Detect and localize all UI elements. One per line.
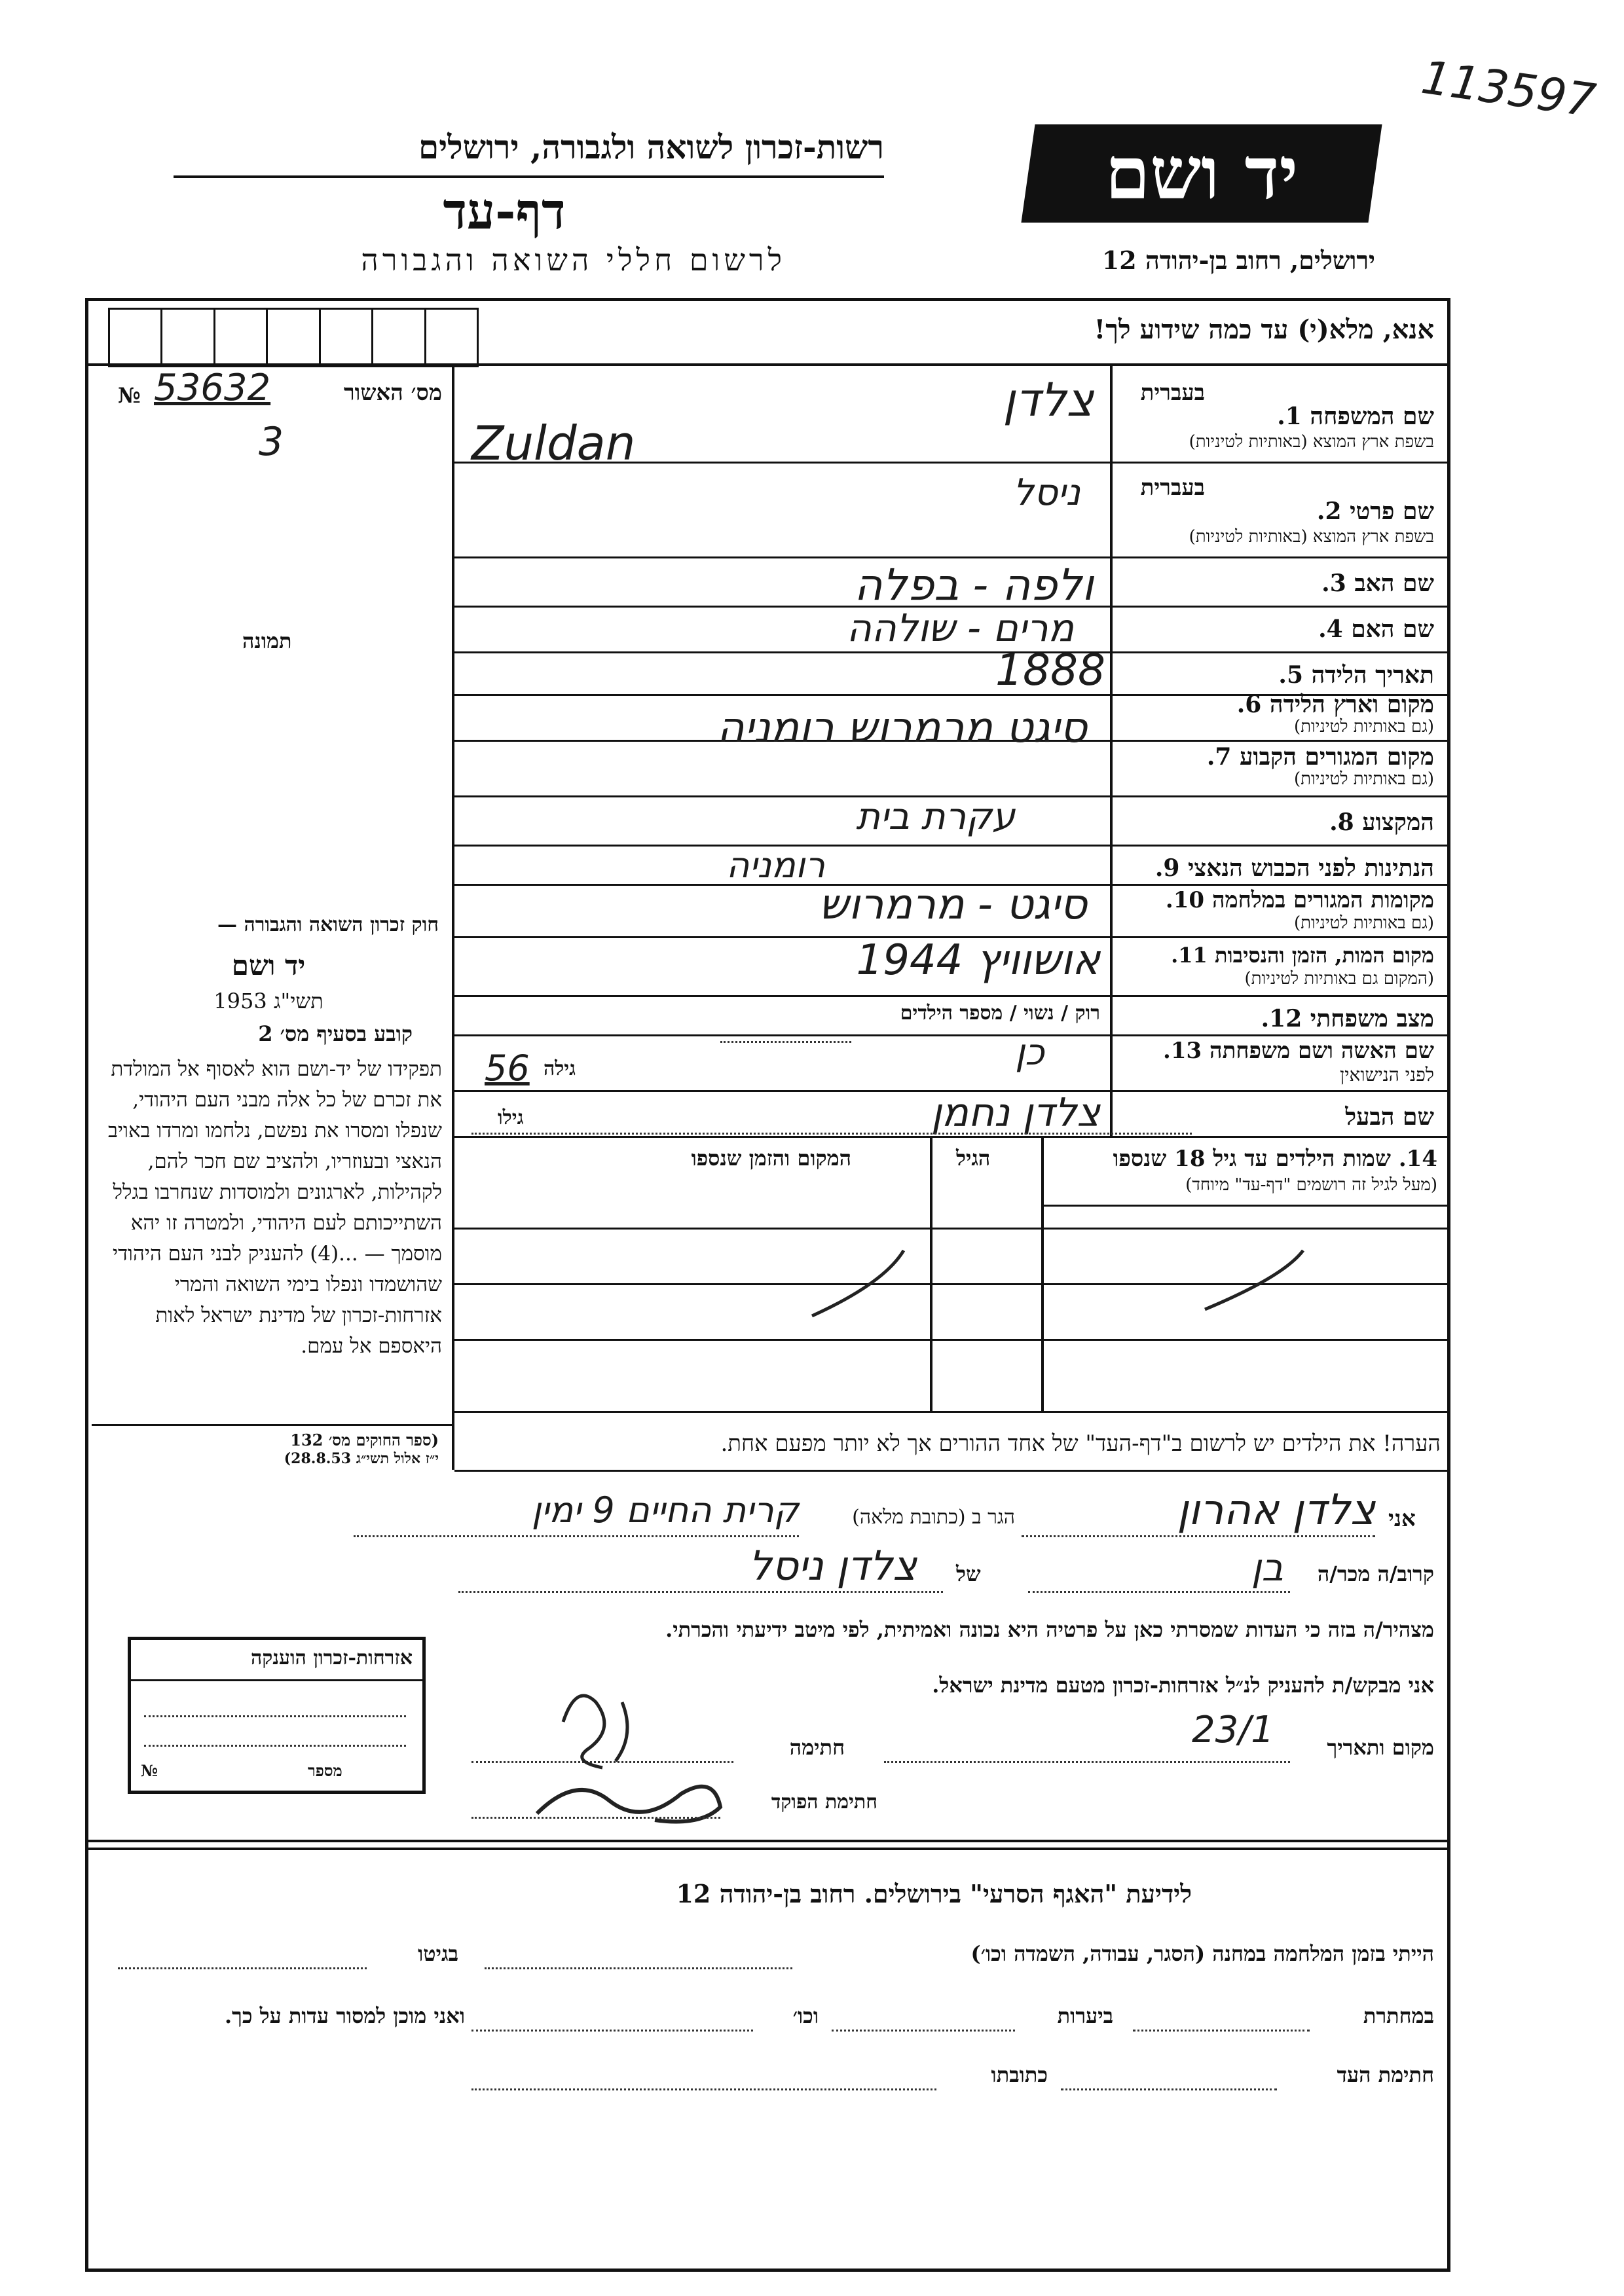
approval-number: 53632 [154, 367, 271, 409]
footer-row2-c: וכו׳ [792, 2003, 819, 2028]
field-11-value: אושוויץ 1944 [856, 936, 1100, 985]
field-9-value: רומניה [726, 845, 825, 886]
footer-row3-b: כתובתו [991, 2062, 1048, 2087]
footer-row1-a: הייתי בזמן המלחמה במחנה (הסגר, עבודה, השמדה וכו׳) [970, 1941, 1434, 1966]
children-note: הערה! את הילדים יש לרשום ב"דף-העד" של אחד ההורים אך לא יותר מפעם אחת. [720, 1430, 1441, 1457]
marital-options: רוק / נשוי / מספר הילדים [900, 1002, 1100, 1025]
field-1-label: שם המשפחה 1. [1277, 403, 1434, 430]
decl-statement: מצהיר/ה בזה כי העדות שמסרתי כאן על פרטיה היא נכונה ואמיתית, לפי מיטב ידיעתי והכרתי. [665, 1617, 1434, 1642]
field-5-value: 1888 [995, 645, 1105, 695]
field-12-label: מצב משפחתי 12. [1261, 1005, 1434, 1032]
field-1-value-latin: Zuldan [471, 416, 636, 471]
decl-of: של [956, 1561, 981, 1586]
decl-of-value: צלדן ניסל [748, 1542, 917, 1590]
signature-mark [524, 1663, 747, 1833]
law-logo: יד ושם [231, 949, 306, 981]
field-3-label: שם האב 3. [1321, 570, 1434, 597]
footer-row2-a: במחתרת [1363, 2003, 1434, 2028]
code-boxes [108, 308, 479, 367]
footer-row3-a: חתימת העד [1337, 2062, 1434, 2087]
children-label: 14. שמות הילדים עד גיל 18 שנספו [1113, 1146, 1437, 1172]
field-1-sub: בשפת ארץ המוצא (באותיות לטיניות) [1189, 432, 1434, 452]
decl-residing: הגר ב (כתובת מלאה) [852, 1506, 1015, 1529]
field-11-label: מקום המות, הזמן והנסיבות 11. [1171, 943, 1434, 968]
address: ירושלים, רחוב בן-יהודה 12 [1101, 246, 1375, 275]
husband-value: צלדן נחמן [931, 1090, 1100, 1136]
field-10-sub: (גם באותיות לטיניות) [1293, 913, 1434, 933]
citizenship-box-title: אזרחות-זכרון הוענקה [250, 1647, 413, 1669]
form-intro: אנא, מלא(י) עד כמה שידוע לך! [1094, 314, 1434, 345]
law-year: תשי"ג 1953 [213, 989, 323, 1013]
footer-row2-b: ביערות [1057, 2003, 1113, 2028]
field-4-label: שם האם 4. [1318, 615, 1434, 643]
children-sub: (מעל לגיל זה רושמים "דף-עד" מיוחד) [1185, 1175, 1437, 1195]
field-2-label: שם פרטי 2. [1316, 498, 1434, 525]
children-col-place: המקום והזמן שנספו [691, 1146, 851, 1171]
law-clause: קובע בסעיף מס׳ 2 [258, 1021, 413, 1046]
approval-no-sign: № [118, 383, 141, 408]
place-date-label: מקום ותאריך [1327, 1735, 1434, 1760]
yad-vashem-logo [1021, 124, 1382, 223]
field-7-label: מקום המגורים הקבוע 7. [1206, 743, 1434, 771]
approval-sub: 3 [259, 419, 284, 465]
law-text: תפקידו של יד-ושם הוא לאסוף אל המולדת את זכרם של כל אלה מבני העם היהודי, שנפלו ומסרו את נפשם, נלחמו ומרדו באויב הנאצי ובעוזריו, ולהציב שם חכר להם, לקהילות, לארגונים ולמוסדות שנחרבו בגלל השתייכותם לעם היהודי, ולמטרה זו יהא מוסמך — ...(4) להעניק לבני העם היהודי שהושמדו ונפלו בימי השואה והמרי אזרחות-זכרון של מדינת ישראל לאות היאספם אל עמם. [107, 1057, 442, 1358]
decl-address: קרית החיים 9 ימין [531, 1489, 799, 1531]
form-subtitle: לרשום חללי השואה והגבורה [361, 242, 786, 278]
decl-i-value: צלדן אהרון [1177, 1486, 1375, 1535]
children-col-age: הגיל [956, 1146, 991, 1171]
field-6-value: סיגט מרמרוש רומניה [716, 704, 1087, 752]
field-1-value: צלדן [1003, 373, 1094, 427]
field-6-sub: (גם באותיות לטיניות) [1293, 717, 1434, 737]
field-9-label: הנתינות לפני הכבוש הנאצי 9. [1154, 854, 1434, 882]
his-age-label: גילו [498, 1106, 524, 1129]
citizenship-number-label: מספר [308, 1761, 342, 1780]
footer-row2-d: ואני מוכן למסור עדות על כך. [224, 2003, 465, 2028]
decl-request: אני מבקש/ת להעניק לנ״ל אזרחות-זכרון מטעם מדינת ישראל. [932, 1673, 1434, 1698]
field-2-sub: בשפת ארץ המוצא (באותיות לטיניות) [1189, 527, 1434, 547]
signature-label: חתימה [789, 1735, 845, 1760]
children-strike-marks [786, 1224, 1441, 1355]
officer-label: חתימת הפוקד [771, 1791, 877, 1813]
citizenship-box [128, 1637, 426, 1794]
footer-title: לידיעת "האגף הסרעי" בירושלים. רחוב בן-יהודה 12 [676, 1879, 1192, 1908]
authority-title: רשות-זכרון לשואה ולגבורה, ירושלים [418, 128, 884, 166]
husband-label: שם הבעל [1345, 1103, 1434, 1131]
form-title: דף-עד [443, 182, 566, 240]
footer-row1-b: בגיטו [418, 1941, 458, 1966]
decl-relation: בן [1251, 1545, 1283, 1590]
decl-relative: קרוב/ה מכר/ה [1317, 1561, 1434, 1586]
archive-number: 113597 [1418, 50, 1599, 128]
law-source: (ספר החוקים מס׳ 132 [290, 1430, 439, 1449]
place-date-value: 23/1 [1192, 1709, 1274, 1751]
field-13-label: שם האשה ושם משפחתה 13. [1163, 1038, 1434, 1064]
field-8-label: המקצוע 8. [1329, 809, 1434, 836]
in-hebrew-1: בעברית [1140, 380, 1205, 406]
decl-i-label: אני [1388, 1506, 1416, 1532]
field-4-value: מרים - שולהה [846, 606, 1074, 650]
field-5-label: תאריך הלידה 5. [1278, 661, 1434, 689]
field-2-value: ניסל [1012, 471, 1080, 514]
field-3-value: ולפה - בפלה [854, 560, 1094, 610]
field-12-value: כן [1015, 1031, 1044, 1074]
field-13-sub: לפני הנישואין [1340, 1064, 1434, 1085]
law-title: חוק זכרון השואה והגבורה — [217, 913, 439, 936]
field-10-label: מקומות המגורים במלחמה 10. [1165, 887, 1434, 913]
law-source-2: י״ז אלול תשי״ג 28.8.53) [284, 1450, 439, 1467]
field-6-label: מקום וארץ הלידה 6. [1236, 691, 1434, 718]
photo-label: תמונה [242, 629, 292, 653]
field-10-value: סיגט - מרמרוש [819, 881, 1087, 929]
her-age: 56 [485, 1048, 530, 1089]
field-11-sub: (המקום גם באותיות לטיניות) [1244, 969, 1434, 989]
field-8-value: עקרת בית [856, 795, 1015, 838]
field-7-sub: (גם באותיות לטיניות) [1293, 769, 1434, 789]
her-age-label: גילה [544, 1057, 576, 1080]
approval-label: מס׳ האשור [343, 380, 442, 406]
citizenship-no-sign: № [141, 1761, 158, 1780]
in-hebrew-2: בעברית [1140, 475, 1205, 501]
logo-text: יד ושם [1105, 131, 1299, 215]
